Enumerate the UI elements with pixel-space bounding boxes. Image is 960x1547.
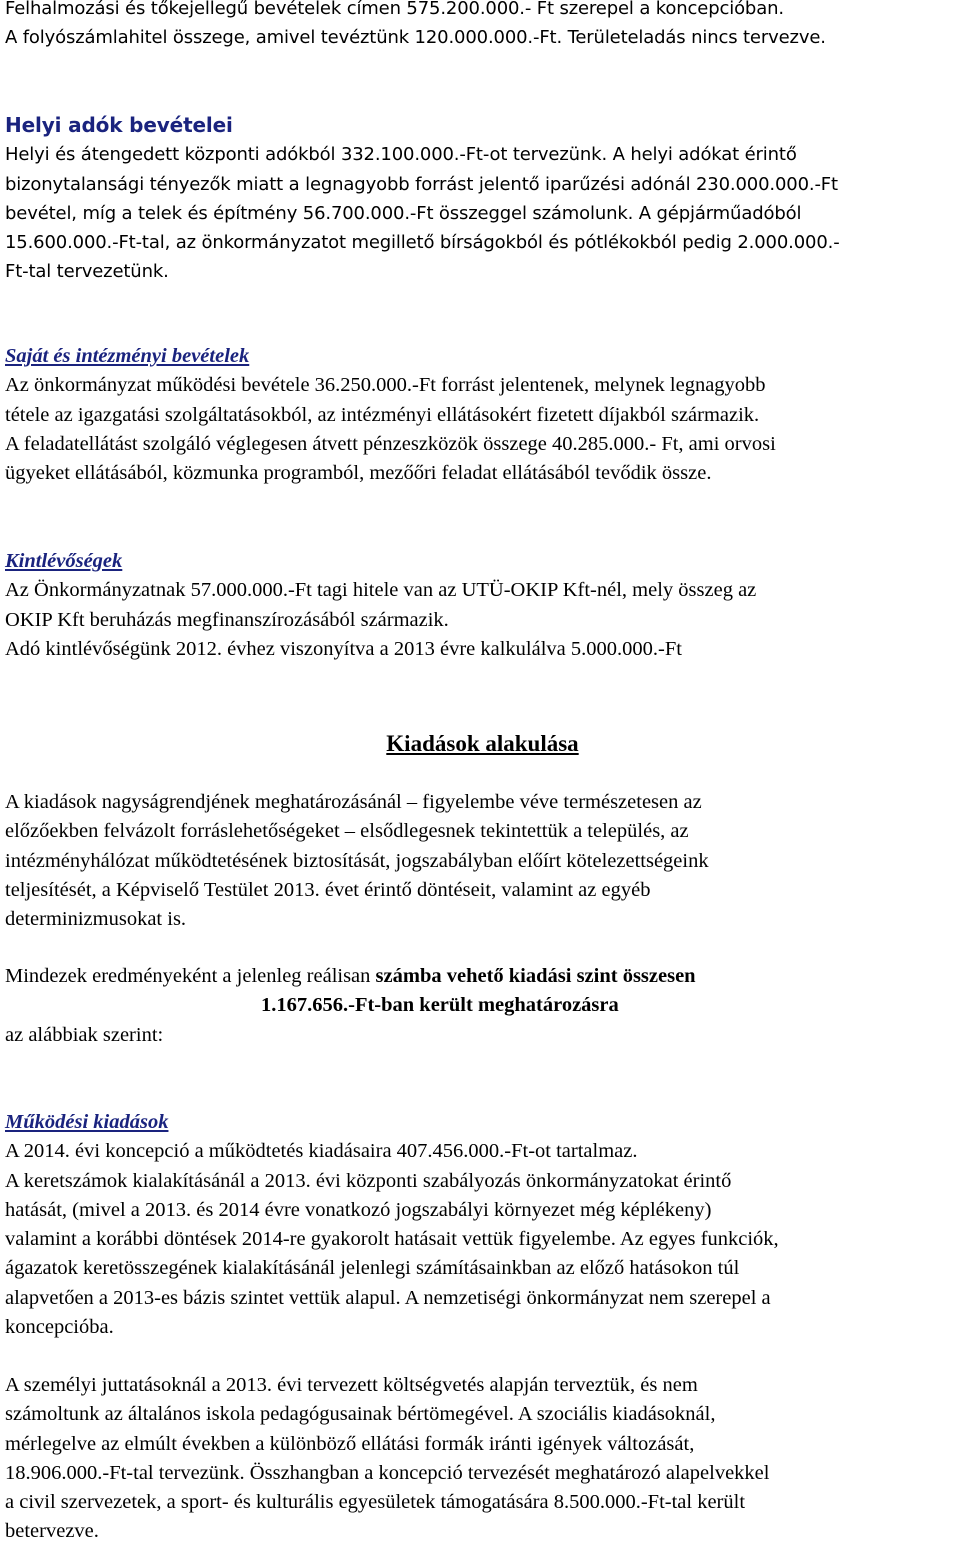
document-page bbox=[5, 0, 960, 1543]
operating-section bbox=[5, 1108, 960, 1342]
expenditure-line: teljesítését, a Képviselő Testület 2013. évet érintő döntéseit, valamint az egyéb bbox=[5, 878, 651, 901]
operating-line: ágazatok keretösszegének kialakításánál jelenlegi számításainkban az előző hatásokon túl bbox=[5, 1257, 740, 1280]
own-revenue-line: tétele az igazgatási szolgáltatásokból, az intézményi ellátásokért fizetett díjakból származik. bbox=[5, 403, 760, 426]
personnel-line: a civil szervezetek, a sport- és kulturális egyesületek támogatására 8.500.000.-Ft-tal került bbox=[5, 1491, 746, 1514]
own-revenue-section bbox=[5, 342, 960, 488]
local-taxes-line: Ft-tal tervezetünk. bbox=[5, 261, 169, 283]
expenditure-title: Kiadások alakulása bbox=[386, 731, 579, 756]
local-taxes-heading: Helyi adók bevételei bbox=[5, 113, 233, 137]
local-taxes-section bbox=[5, 111, 960, 287]
local-taxes-line: bizonytalansági tényezők miatt a legnagyobb forrást jelentő iparűzési adónál 230.000.000.-Ft bbox=[5, 173, 838, 195]
expenditure-line: előzőekben felvázolt forráslehetőségeket – elsődlegesnek tekintettük a település, az bbox=[5, 820, 689, 843]
receivables-line: OKIP Kft beruházás megfinanszírozásából származik. bbox=[5, 608, 449, 631]
intro-paragraph bbox=[5, 0, 960, 53]
expenditure-total-intro: Mindezek eredményeként a jelenleg reálisan bbox=[5, 965, 376, 987]
own-revenue-heading: Saját és intézményi bevételek bbox=[5, 345, 250, 367]
expenditure-total-amount-text: 1.167.656.-Ft-ban került meghatározásra bbox=[261, 994, 619, 1017]
own-revenue-line: Az önkormányzat működési bevétele 36.250.000.-Ft forrást jelentenek, melynek legnagyobb bbox=[5, 374, 766, 397]
personnel-paragraph bbox=[5, 1371, 960, 1547]
personnel-line: számoltunk az általános iskola pedagógusainak bértömegével. A szociális kiadásoknál, bbox=[5, 1403, 716, 1426]
operating-line: koncepcióba. bbox=[5, 1316, 114, 1339]
own-revenue-line: ügyeket ellátásából, közmunka programból, mezőőri feladat ellátásából tevődik össze. bbox=[5, 462, 712, 485]
expenditure-total-tail: az alábbiak szerint: bbox=[5, 1023, 164, 1046]
local-taxes-line: 15.600.000.-Ft-tal, az önkormányzatot megillető bírságokból és pótlékokból pedig 2.000.000.- bbox=[5, 232, 840, 254]
personnel-line: betervezve. bbox=[5, 1520, 99, 1543]
personnel-line: 18.906.000.-Ft-tal tervezünk. Összhangban a koncepció tervezését meghatározó alapelvekkel bbox=[5, 1461, 770, 1484]
receivables-line: Az Önkormányzatnak 57.000.000.-Ft tagi hitele van az UTÜ-OKIP Kft-nél, mely összeg az bbox=[5, 579, 757, 602]
operating-line: A keretszámok kialakításánál a 2013. évi központi szabályozás önkormányzatokat érintő bbox=[5, 1169, 732, 1192]
operating-line: alapvetően a 2013-es bázis szintet vettük alapul. A nemzetiségi önkormányzat nem szerepel a bbox=[5, 1286, 771, 1309]
operating-line: valamint a korábbi döntések 2014-re gyakorolt hatásait vettük figyelembe. Az egyes funkciók, bbox=[5, 1228, 779, 1251]
personnel-line: mérlegelve az elmúlt években a különböző ellátási formák iránti igények változását, bbox=[5, 1432, 695, 1455]
expenditure-total-bold: számba vehető kiadási szint összesen bbox=[375, 965, 696, 987]
intro-line: A folyószámlahitel összege, amivel tevéztünk 120.000.000.-Ft. Területeladás nincs tervezve. bbox=[5, 27, 826, 49]
operating-line: A 2014. évi koncepció a működtetés kiadásaira 407.456.000.-Ft-ot tartalmaz. bbox=[5, 1140, 638, 1163]
expenditure-total-paragraph bbox=[5, 962, 960, 1050]
expenditure-line: determinizmusokat is. bbox=[5, 908, 187, 931]
own-revenue-line: A feladatellátást szolgáló véglegesen átvett pénzeszközök összege 40.285.000.- Ft, ami orvosi bbox=[5, 432, 776, 455]
receivables-heading: Kintlévőségek bbox=[5, 550, 123, 572]
operating-heading: Működési kiadások bbox=[5, 1111, 169, 1133]
intro-line: Felhalmozási és tőkejellegű bevételek címen 575.200.000.- Ft szerepel a koncepcióban. bbox=[5, 0, 784, 19]
operating-line: hatását, (mivel a 2013. és 2014 évre vonatkozó jogszabályi környezet még képlékeny) bbox=[5, 1198, 712, 1221]
expenditure-total-line bbox=[5, 962, 960, 991]
local-taxes-line: Helyi és átengedett központi adókból 332.100.000.-Ft-ot tervezünk. A helyi adókat érintő bbox=[5, 144, 797, 166]
expenditure-line: intézményhálózat működtetésének biztosítását, jogszabályban előírt kötelezettségeink bbox=[5, 849, 709, 872]
expenditure-paragraph bbox=[5, 788, 960, 934]
local-taxes-line: bevétel, míg a telek és építmény 56.700.000.-Ft összeggel számolunk. A gépjárműadóból bbox=[5, 202, 802, 224]
receivables-section bbox=[5, 547, 960, 664]
expenditure-line: A kiadások nagyságrendjének meghatározásánál – figyelembe véve természetesen az bbox=[5, 791, 702, 813]
personnel-line: A személyi juttatásoknál a 2013. évi tervezett költségvetés alapján terveztük, és nem bbox=[5, 1374, 698, 1396]
expenditure-total-amount bbox=[5, 991, 960, 1020]
receivables-line: Adó kintlévőségünk 2012. évhez viszonyítva a 2013 évre kalkulálva 5.000.000.-Ft bbox=[5, 637, 682, 660]
